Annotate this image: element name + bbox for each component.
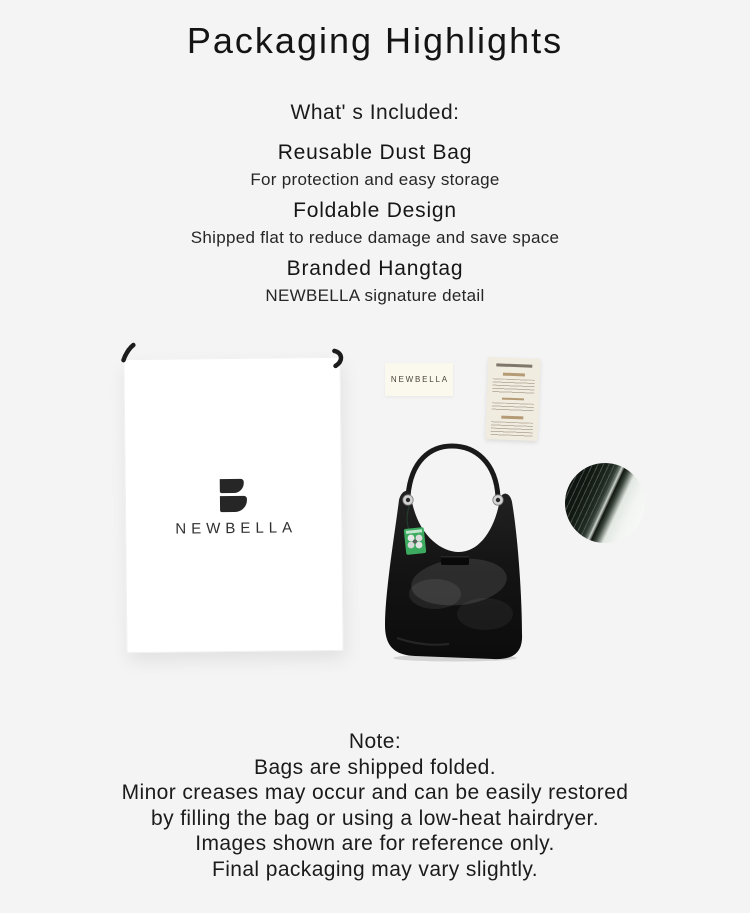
care-card-title-line [497, 363, 532, 367]
bag-grommet-left [403, 495, 413, 505]
feature-description: Shipped flat to reduce damage and save space [190, 228, 560, 247]
care-card-text-lines [492, 402, 534, 413]
drawstring-knot-left-icon [119, 342, 136, 363]
feature-heading: Branded Hangtag [286, 257, 464, 280]
bag-gloss-highlight [409, 579, 461, 609]
page-title: Packaging Highlights [186, 20, 564, 61]
care-card-text-lines [491, 421, 534, 437]
features-list [0, 138, 750, 312]
feature-description: For protection and easy storage [250, 170, 500, 189]
handbag-image [383, 442, 528, 662]
brand-card-text: NEWBELLA [390, 375, 449, 384]
care-card-text-lines [492, 378, 535, 395]
dust-bag-brand-text: NEWBELLA [175, 519, 298, 538]
logo-b-bottom-shape [220, 496, 247, 512]
material-detail-image [565, 463, 645, 543]
feature-heading: Reusable Dust Bag [277, 141, 473, 164]
feature-item-foldable [0, 196, 750, 251]
packaging-photo [0, 320, 750, 705]
note-line: Bags are shipped folded. [254, 755, 496, 779]
bag-grommet-right [493, 495, 503, 505]
note-line: Minor creases may occur and can be easily restored [121, 781, 629, 804]
care-card-heading-line [502, 373, 525, 376]
note-line: Final packaging may vary slightly. [211, 857, 538, 881]
note-label: Note: [348, 730, 402, 753]
feature-item-dust-bag [0, 138, 750, 193]
embossed-label [441, 556, 469, 565]
care-instructions-card [485, 357, 540, 441]
feature-description: NEWBELLA signature detail [265, 286, 485, 305]
bag-gloss-highlight [457, 598, 513, 630]
feature-item-hangtag [0, 254, 750, 309]
note-line: by filling the bag or using a low-heat hairdryer. [150, 806, 599, 830]
logo-b-top-shape [220, 479, 244, 493]
included-subtitle: What' s Included: [290, 101, 460, 124]
care-card-heading-line [502, 397, 525, 400]
dust-bag-image [123, 357, 343, 653]
brand-card [385, 363, 453, 396]
newbella-b-logo-icon [220, 479, 247, 512]
bag-strap [408, 446, 498, 497]
note-line: Images shown are for reference only. [195, 832, 555, 855]
feature-heading: Foldable Design [293, 199, 457, 222]
note-section [0, 729, 750, 882]
care-card-heading-line [501, 416, 524, 419]
drawstring-knot-right-icon [330, 348, 347, 369]
